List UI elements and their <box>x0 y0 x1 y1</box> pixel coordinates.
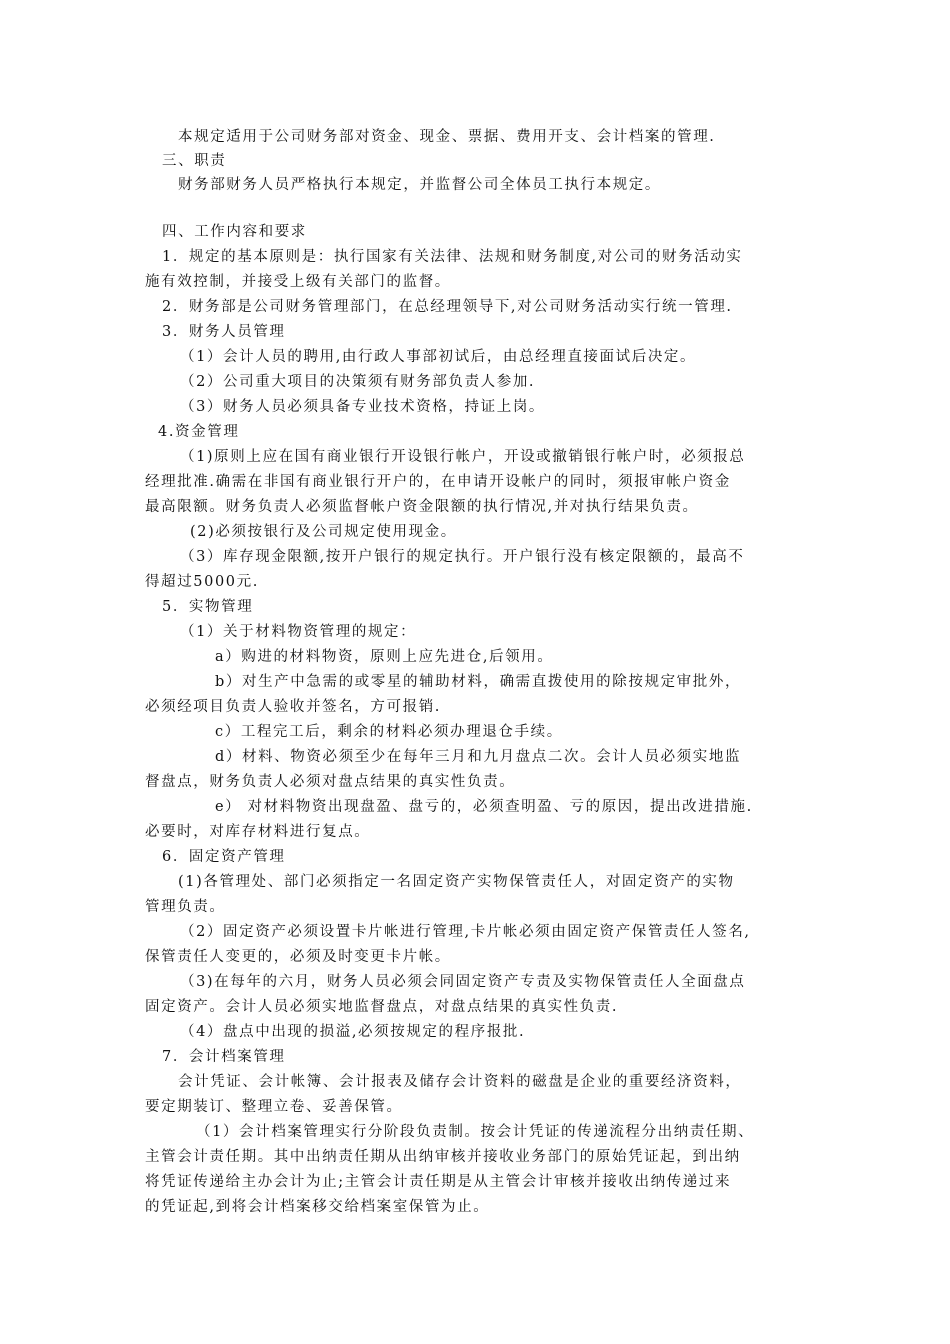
item-7-heading: 7．会计档案管理 <box>162 1049 286 1065</box>
item-7-1-line-2: 主管会计责任期。其中出纳责任期从出纳审核并接收业务部门的原始凭证起，到出纳 <box>145 1149 741 1165</box>
item-1-line-2: 施有效控制，并接受上级有关部门的监督。 <box>145 274 451 290</box>
item-1-line-1: 1．规定的基本原则是：执行国家有关法律、法规和财务制度,对公司的财务活动实 <box>162 249 743 265</box>
item-6-3-line-1: （3)在每年的六月，财务人员必须会同固定资产专责及实物保管责任人全面盘点 <box>180 974 746 990</box>
section-heading-work: 四、工作内容和要求 <box>162 224 307 240</box>
item-2: 2．财务部是公司财务管理部门，在总经理领导下,对公司财务活动实行统一管理. <box>162 299 733 315</box>
item-6-1-line-1: (1)各管理处、部门必须指定一名固定资产实物保管责任人，对固定资产的实物 <box>178 874 735 890</box>
item-7-1-line-3: 将凭证传递给主办会计为止;主管会计责任期是从主管会计审核并接收出纳传递过来 <box>145 1174 732 1190</box>
item-6-3-line-2: 固定资产。会计人员必须实地监督盘点，对盘点结果的真实性负责. <box>145 999 619 1015</box>
item-6-4: （4）盘点中出现的损溢,必须按规定的程序报批. <box>180 1024 526 1040</box>
item-4-1-line-3: 最高限额。财务负责人必须监督帐户资金限额的执行情况,并对执行结果负责。 <box>145 499 699 515</box>
section-heading-duties: 三、职责 <box>162 153 227 169</box>
item-5-1-d-line-1: d）材料、物资必须至少在每年三月和九月盘点二次。会计人员必须实地监 <box>215 749 742 765</box>
item-6-heading: 6．固定资产管理 <box>162 849 286 865</box>
item-5-1: （1）关于材料物资管理的规定： <box>180 624 417 640</box>
item-4-2: (2)必须按银行及公司规定使用现金。 <box>190 524 457 540</box>
item-5-1-c: c）工程完工后，剩余的材料必须办理退仓手续。 <box>215 724 563 740</box>
item-4-1-line-1: （1)原则上应在国有商业银行开设银行帐户，开设或撤销银行帐户时，必须报总 <box>180 449 746 465</box>
item-3-2: （2）公司重大项目的决策须有财务部负责人参加. <box>180 374 536 390</box>
item-3-3: （3）财务人员必须具备专业技术资格，持证上岗。 <box>180 399 546 415</box>
item-4-3-line-2: 得超过5000元. <box>145 574 259 590</box>
item-5-1-e-line-1: e） 对材料物资出现盘盈、盘亏的，必须查明盈、亏的原因，提出改进措施. <box>215 799 753 815</box>
item-7-1-line-4: 的凭证起,到将会计档案移交给档案室保管为止。 <box>145 1199 490 1215</box>
item-7-intro-line-1: 会计凭证、会计帐簿、会计报表及储存会计资料的磁盘是企业的重要经济资料， <box>178 1074 742 1090</box>
item-3-1: （1）会计人员的聘用,由行政人事部初试后，由总经理直接面试后决定。 <box>180 349 697 365</box>
item-4-3-line-1: （3）库存现金限额,按开户银行的规定执行。开户银行没有核定限额的，最高不 <box>180 549 745 565</box>
item-5-1-d-line-2: 督盘点，财务负责人必须对盘点结果的真实性负责。 <box>145 774 516 790</box>
item-5-heading: 5．实物管理 <box>162 599 254 615</box>
item-6-2-line-1: （2）固定资产必须设置卡片帐进行管理,卡片帐必须由固定资产保管责任人签名, <box>180 924 751 940</box>
item-6-2-line-2: 保管责任人变更的，必须及时变更卡片帐。 <box>145 949 451 965</box>
item-4-heading: 4.资金管理 <box>158 424 240 440</box>
item-5-1-a: a）购进的材料物资，原则上应先进仓,后领用。 <box>215 649 554 665</box>
item-5-1-e-line-2: 必要时，对库存材料进行复点。 <box>145 824 371 840</box>
scope-paragraph: 本规定适用于公司财务部对资金、现金、票据、费用开支、会计档案的管理. <box>178 129 716 145</box>
item-6-1-line-2: 管理负责。 <box>145 899 226 915</box>
item-5-1-b-line-1: b）对生产中急需的或零星的辅助材料，确需直拨使用的除按规定审批外， <box>215 674 742 690</box>
duties-paragraph: 财务部财务人员严格执行本规定，并监督公司全体员工执行本规定。 <box>178 177 661 193</box>
item-7-1-line-1: （1）会计档案管理实行分阶段负责制。按会计凭证的传递流程分出纳责任期、 <box>196 1124 755 1140</box>
item-3-heading: 3．财务人员管理 <box>162 324 286 340</box>
item-5-1-b-line-2: 必须经项目负责人验收并签名，方可报销. <box>145 699 442 715</box>
item-4-1-line-2: 经理批准.确需在非国有商业银行开户的，在申请开设帐户的同时，须报审帐户资金 <box>145 474 731 490</box>
item-7-intro-line-2: 要定期装订、整理立卷、妥善保管。 <box>145 1099 403 1115</box>
